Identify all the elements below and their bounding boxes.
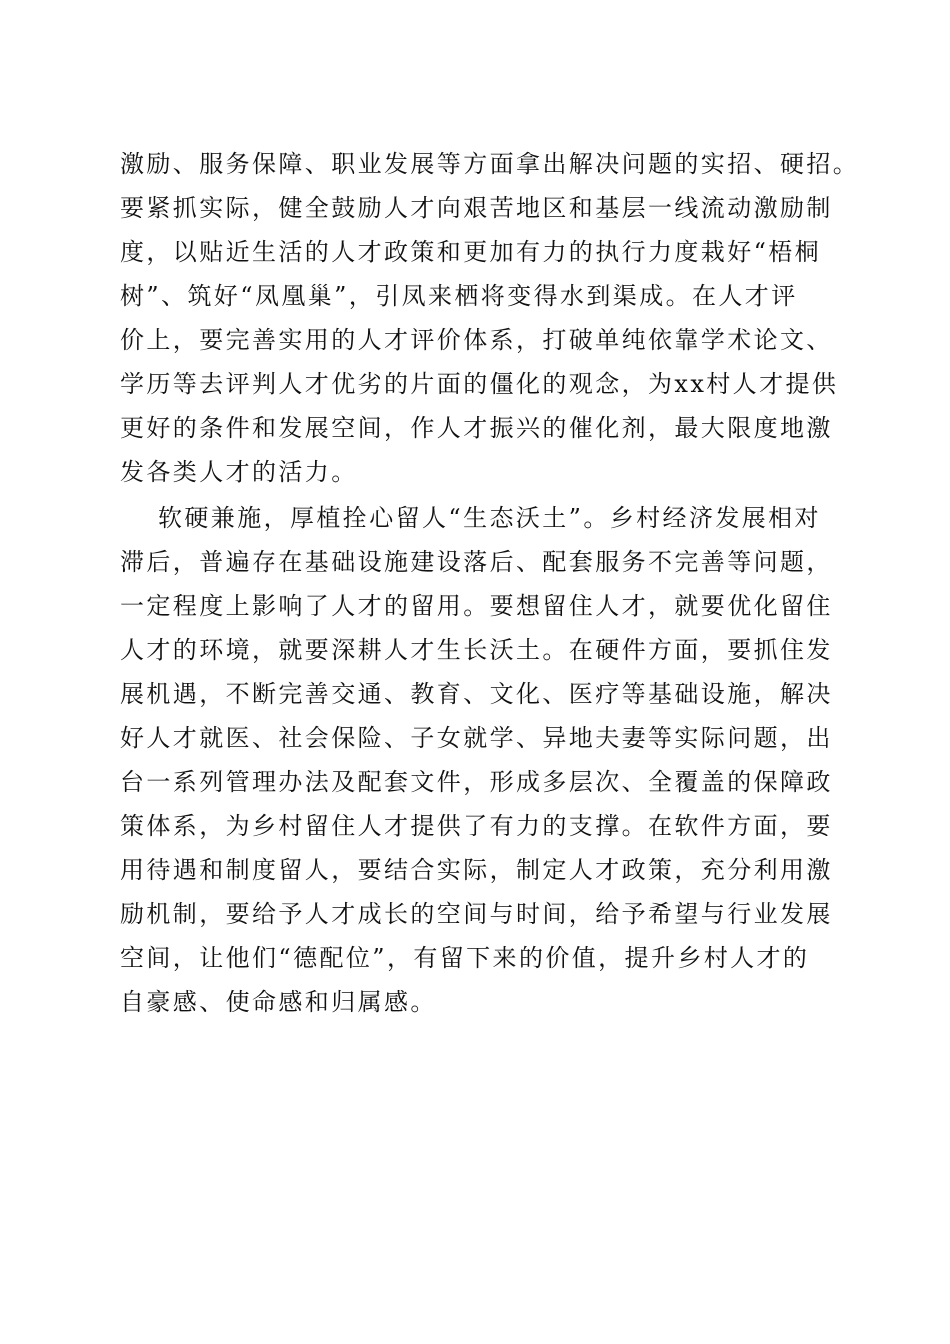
paragraph-line: 价上，要完善实用的人才评价体系，打破单纯依靠学术论文、	[120, 326, 833, 354]
paragraph-line: 更好的条件和发展空间，作人才振兴的催化剂，最大限度地激	[120, 414, 833, 442]
paragraph-line: 好人才就医、社会保险、子女就学、异地夫妻等实际问题，出	[120, 724, 833, 752]
paragraph-line: 策体系，为乡村留住人才提供了有力的支撑。在软件方面，要	[120, 812, 833, 840]
paragraph-line: 发各类人才的活力。	[120, 458, 358, 486]
paragraph-line: 学历等去评判人才优劣的片面的僵化的观念，为xx村人才提供	[120, 370, 839, 398]
paragraph-line: 台一系列管理办法及配套文件，形成多层次、全覆盖的保障政	[120, 768, 833, 796]
paragraph-line: 空间，让他们“德配位”，有留下来的价值，提升乡村人才的	[120, 944, 810, 972]
paragraph-line: 展机遇，不断完善交通、教育、文化、医疗等基础设施，解决	[120, 680, 833, 708]
paragraph-line: 激励、服务保障、职业发展等方面拿出解决问题的实招、硬招。	[120, 150, 860, 178]
paragraph-line: 励机制，要给予人才成长的空间与时间，给予希望与行业发展	[120, 900, 833, 928]
paragraph-line: 要紧抓实际，健全鼓励人才向艰苦地区和基层一线流动激励制	[120, 194, 833, 222]
paragraph-line: 人才的环境，就要深耕人才生长沃土。在硬件方面，要抓住发	[120, 636, 833, 664]
paragraph-line: 一定程度上影响了人才的留用。要想留住人才，就要优化留住	[120, 592, 833, 620]
paragraph-line: 树”、筑好“凤凰巢”，引凤来栖将变得水到渠成。在人才评	[120, 282, 798, 310]
paragraph-line: 滞后，普遍存在基础设施建设落后、配套服务不完善等问题，	[120, 548, 833, 576]
paragraph-line: 用待遇和制度留人，要结合实际，制定人才政策，充分利用激	[120, 856, 833, 884]
paragraph-line: 自豪感、使命感和归属感。	[120, 988, 437, 1016]
paragraph-line: 度，以贴近生活的人才政策和更加有力的执行力度栽好“梧桐	[120, 238, 822, 266]
paragraph-2	[120, 496, 840, 1024]
paragraph-line: 软硬兼施，厚植拴心留人“生态沃土”。乡村经济发展相对	[158, 504, 821, 532]
paragraph-1	[120, 142, 860, 494]
